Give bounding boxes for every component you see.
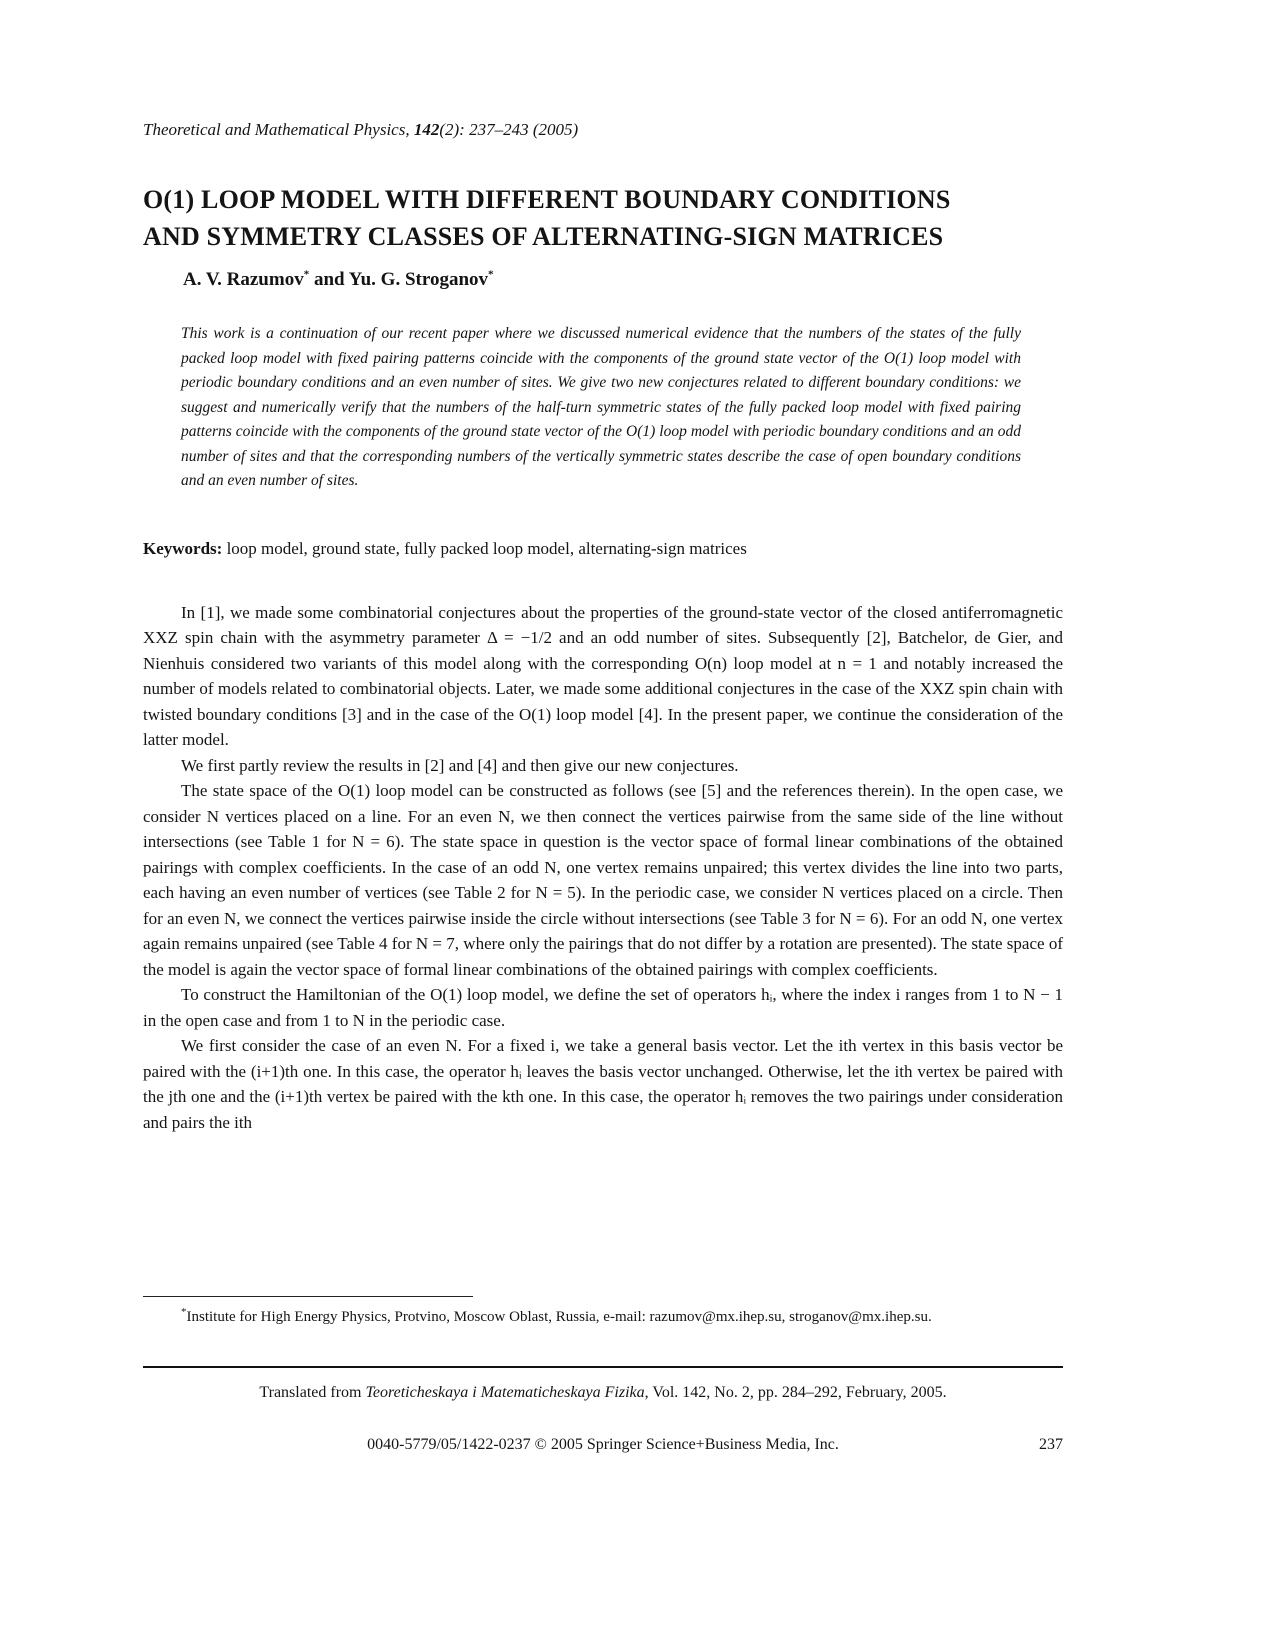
journal-header <box>143 119 1063 141</box>
footnote-block <box>143 1296 1063 1329</box>
author-1: A. V. Razumov <box>183 269 304 290</box>
title-line-2: AND SYMMETRY CLASSES OF ALTERNATING-SIGN MATRICES <box>143 222 944 251</box>
author-2: Yu. G. Stroganov <box>348 269 489 290</box>
issn-copyright-text: 0040-5779/05/1422-0237 © 2005 Springer Science+Business Media, Inc. <box>367 1436 839 1453</box>
journal-name: Theoretical and Mathematical Physics, <box>143 120 414 139</box>
copyright-footer-line <box>143 1434 1063 1456</box>
footnote-separator-rule <box>143 1296 473 1297</box>
page-content <box>143 0 1063 1135</box>
body-paragraph-5: We first consider the case of an even N. For a fixed i, we take a general basis vector. Let the ith vertex in this basis vector be paired with the (i+1)th one. In this case, the operator hᵢ leaves the basis vector unchanged. Otherwise, let the ith vertex be paired with the jth one and the (i+1)th vertex be paired with the kth one. In this case, the operator hᵢ removes the two pairings under consideration and pairs the ith <box>143 1036 1063 1132</box>
authors-line <box>183 267 1063 292</box>
body-paragraph-2: We first partly review the results in [2] and [4] and then give our new conjectures. <box>181 755 739 775</box>
article-title <box>143 181 1063 255</box>
page-number: 237 <box>1039 1436 1063 1453</box>
translation-credit-pre: Translated from <box>259 1384 366 1401</box>
authors-separator: and <box>309 269 349 290</box>
author-affiliation-footnote <box>143 1305 1063 1329</box>
journal-issue-pages: (2): 237–243 (2005) <box>439 120 579 139</box>
article-body <box>143 600 1063 1136</box>
translation-source-journal: Teoreticheskaya i Matematicheskaya Fizika <box>365 1384 645 1401</box>
abstract-text: This work is a continuation of our recent paper where we discussed numerical evidence that the numbers of the states of the fully packed loop model with fixed pairing patterns coincide with the components of the ground state vector of the O(1) loop model with periodic boundary conditions and an even number of sites. We give two new conjectures related to different boundary conditions: we suggest and numerically verify that the numbers of the half-turn symmetric states of the fully packed loop model with fixed pairing patterns coincide with the components of the ground state vector of the O(1) loop model with periodic boundary conditions and an odd number of sites and that the corresponding numbers of the vertically symmetric states describe the case of open boundary conditions and an even number of sites. <box>181 325 1021 489</box>
keywords-label: Keywords: <box>143 538 223 558</box>
body-paragraph-3: The state space of the O(1) loop model can be constructed as follows (see [5] and the references therein). In the open case, we consider N vertices placed on a line. For an even N, we then connect the vertices pairwise from the same side of the line without intersections (see Table 1 for N = 6). The state space in question is the vector space of formal linear combinations of the obtained pairings with complex coefficients. In the case of an odd N, one vertex remains unpaired; this vertex divides the line into two parts, each having an even number of vertices (see Table 2 for N = 5). In the periodic case, we consider N vertices placed on a circle. Then for an even N, we connect the vertices pairwise inside the circle without intersections (see Table 3 for N = 6). For an odd N, one vertex again remains unpaired (see Table 4 for N = 7, where only the pairings that do not differ by a rotation are presented). The state space of the model is again the vector space of formal linear combinations of the obtained pairings with complex coefficients. <box>143 781 1063 979</box>
footer-separator-rule <box>143 1366 1063 1368</box>
footnote-text: Institute for High Energy Physics, Protvino, Moscow Oblast, Russia, e-mail: razumov@mx.ihep.su, stroganov@mx.ihep.su. <box>186 1309 932 1325</box>
body-paragraph-1: In [1], we made some combinatorial conjectures about the properties of the ground-state vector of the closed antiferromagnetic XXZ spin chain with the asymmetry parameter Δ = −1/2 and an odd number of sites. Subsequently [2], Batchelor, de Gier, and Nienhuis considered two variants of this model along with the corresponding O(n) loop model at n = 1 and notably increased the number of models related to combinatorial objects. Later, we made some additional conjectures in the case of the XXZ spin chain with twisted boundary conditions [3] and in the case of the O(1) loop model [4]. In the present paper, we continue the consideration of the latter model. <box>143 602 1063 749</box>
body-paragraph-4: To construct the Hamiltonian of the O(1) loop model, we define the set of operators hᵢ, where the index i ranges from 1 to N − 1 in the open case and from 1 to N in the periodic case. <box>143 985 1063 1030</box>
footnote-mark: * <box>181 1306 187 1318</box>
keywords-line <box>143 538 1063 560</box>
author-1-footnote-mark: * <box>303 268 310 281</box>
keywords-text: loop model, ground state, fully packed loop model, alternating-sign matrices <box>222 538 747 558</box>
page-footer <box>143 1366 1063 1456</box>
journal-volume: 142 <box>413 120 440 139</box>
translation-credit-post: , Vol. 142, No. 2, pp. 284–292, February, 2005. <box>644 1384 947 1401</box>
title-line-1: O(1) LOOP MODEL WITH DIFFERENT BOUNDARY CONDITIONS <box>143 185 951 214</box>
author-2-footnote-mark: * <box>488 268 494 281</box>
translation-credit <box>143 1382 1063 1404</box>
